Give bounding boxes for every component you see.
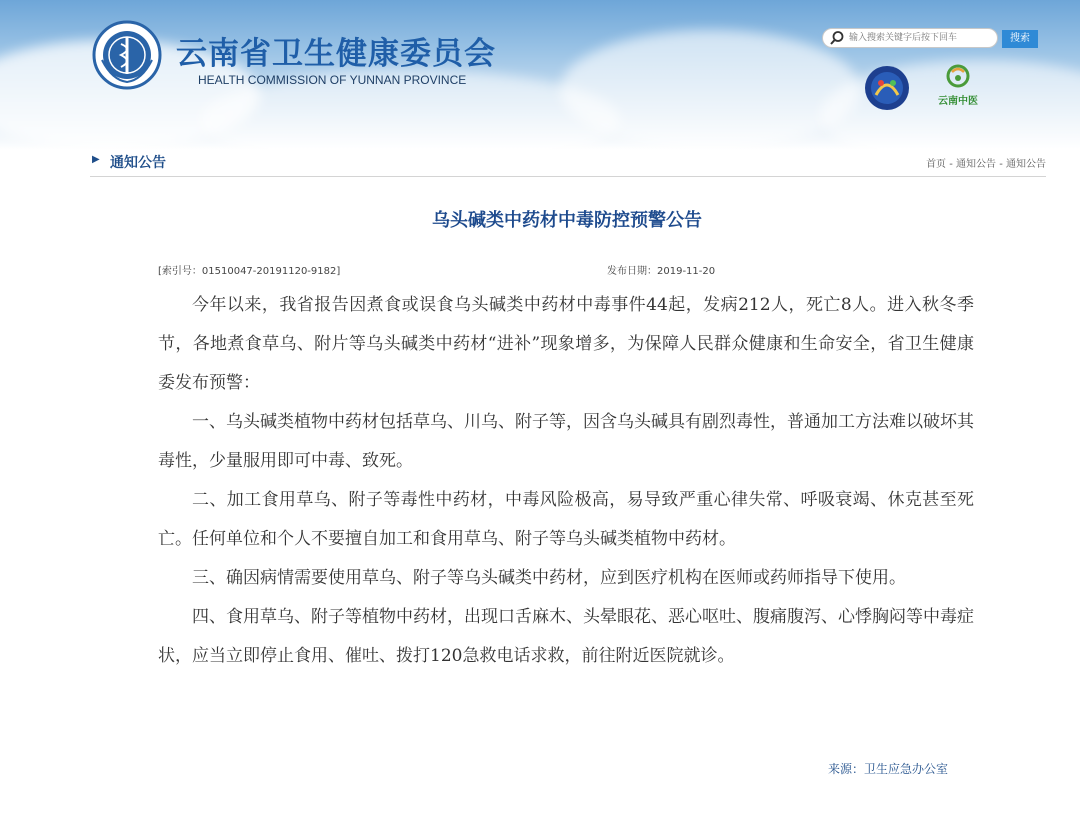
article-publish-date: 发布日期：2019-11-20 xyxy=(607,266,716,277)
search-input[interactable] xyxy=(849,30,993,45)
article-paragraph: 二、加工食用草乌、附子等毒性中药材，中毒风险极高，易导致严重心律失常、呼吸衰竭、休克甚至死亡。任何单位和个人不要擅自加工和食用草乌、附子等乌头碱类植物中药材。 xyxy=(158,490,974,549)
article-paragraph: 三、确因病情需要使用草乌、附子等乌头碱类中药材，应到医疗机构在医师或药师指导下使用。 xyxy=(192,568,906,588)
breadcrumb-home[interactable]: 首页 xyxy=(926,159,947,170)
breadcrumb-separator: - xyxy=(996,159,1006,170)
breadcrumb xyxy=(926,155,1046,170)
site-title[interactable]: 云南省卫生健康委员会 xyxy=(176,36,496,72)
article-paragraph: 四、食用草乌、附子等植物中药材，出现口舌麻木、头晕眼花、恶心呕吐、腹痛腹泻、心悸胸闷等中毒症状，应当立即停止食用、催吐、拨打120急救电话求救，前往附近医院就诊。 xyxy=(158,607,974,666)
section-title[interactable]: 通知公告 xyxy=(110,155,166,171)
section-bar xyxy=(90,148,1046,177)
triangle-right-icon: ▶ xyxy=(92,154,100,165)
breadcrumb-notices[interactable]: 通知公告 xyxy=(956,159,997,170)
article-paragraph: 一、乌头碱类植物中药材包括草乌、川乌、附子等，因含乌头碱具有剧烈毒性，普通加工方法难以破坏其毒性，少量服用即可中毒、致死。 xyxy=(158,412,974,471)
search-button[interactable]: 搜索 xyxy=(1002,30,1038,48)
article-body xyxy=(158,286,974,676)
site-header xyxy=(0,0,1080,150)
search-box xyxy=(822,28,998,48)
breadcrumb-separator: - xyxy=(946,159,957,170)
article-paragraph: 今年以来，我省报告因煮食或误食乌头碱类中药材中毒事件44起，发病212人，死亡8人。进入秋冬季节，各地煮食草乌、附片等乌头碱类中药材“进补”现象增多，为保障人民群众健康和生命安全，省卫生健康委发布预警： xyxy=(158,295,974,393)
site-subtitle: HEALTH COMMISSION OF YUNNAN PROVINCE xyxy=(198,73,467,87)
tcm-logo-icon xyxy=(928,62,988,92)
header-cloud xyxy=(560,30,860,150)
article-title: 乌头碱类中药材中毒防控预警公告 xyxy=(432,210,702,231)
yunnan-tcm-logo[interactable] xyxy=(928,62,988,110)
commission-emblem-icon[interactable] xyxy=(92,20,162,90)
article-index-number: [索引号：01510047-20191120-9182] xyxy=(158,266,341,277)
search-icon xyxy=(829,30,845,46)
breadcrumb-current[interactable]: 通知公告 xyxy=(1006,159,1046,170)
partner-logo-icon[interactable] xyxy=(864,65,910,111)
article-source: 来源：卫生应急办公室 xyxy=(828,762,949,776)
tcm-logo-text: 云南中医 xyxy=(938,96,978,107)
